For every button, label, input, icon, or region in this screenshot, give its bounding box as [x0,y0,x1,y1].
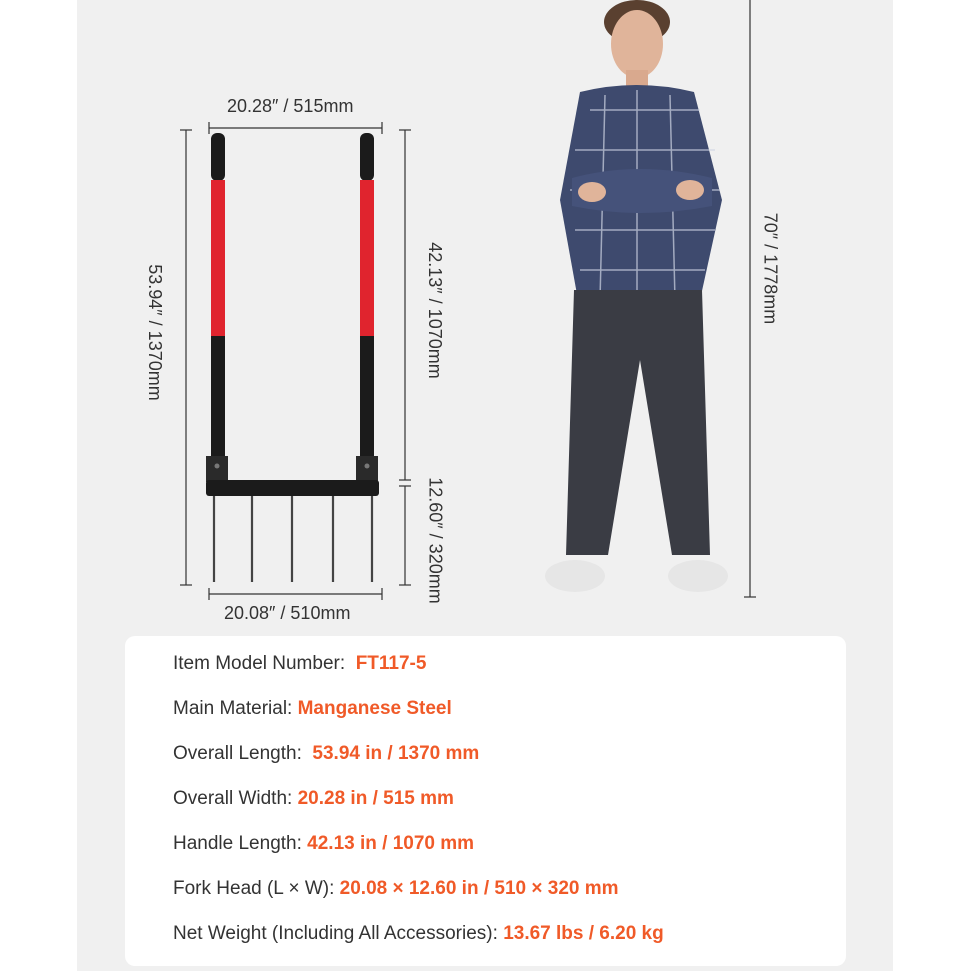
specs-card [125,636,846,966]
top-width-label: 20.28″ / 515mm [227,96,354,116]
spec-value: 53.94 in / 1370 mm [312,743,480,764]
spec-label: Overall Length: [173,743,302,764]
spec-label: Net Weight (Including All Accessories): [173,923,498,944]
spec-value: Manganese Steel [297,698,452,719]
spec-value: 13.67 lbs / 6.20 kg [503,923,664,944]
spec-row-model [173,653,426,675]
spec-label: Handle Length: [173,833,302,854]
bottom-width-label: 20.08″ / 510mm [224,603,351,623]
spec-value: 42.13 in / 1070 mm [307,833,475,854]
spec-value: 20.08 × 12.60 in / 510 × 320 mm [339,878,619,899]
spec-label: Fork Head (L × W): [173,878,335,899]
spec-label: Item Model Number: [173,653,346,674]
fork-height-label: 12.60″ / 320mm [425,477,446,604]
spec-label: Overall Width: [173,788,293,809]
spec-row-length [173,743,479,765]
spec-row-weight [173,923,664,945]
spec-label: Main Material: [173,698,293,719]
spec-row-fork-head [173,878,619,900]
overall-height-label: 53.94″ / 1370mm [145,264,165,401]
spec-row-material [173,698,452,720]
spec-row-width [173,788,454,810]
handle-length-label: 42.13″ / 1070mm [425,242,445,379]
spec-row-handle [173,833,474,855]
person-height-label: 70″ / 1778mm [760,212,781,325]
spec-value: 20.28 in / 515 mm [297,788,454,809]
spec-value: FT117-5 [355,653,427,674]
